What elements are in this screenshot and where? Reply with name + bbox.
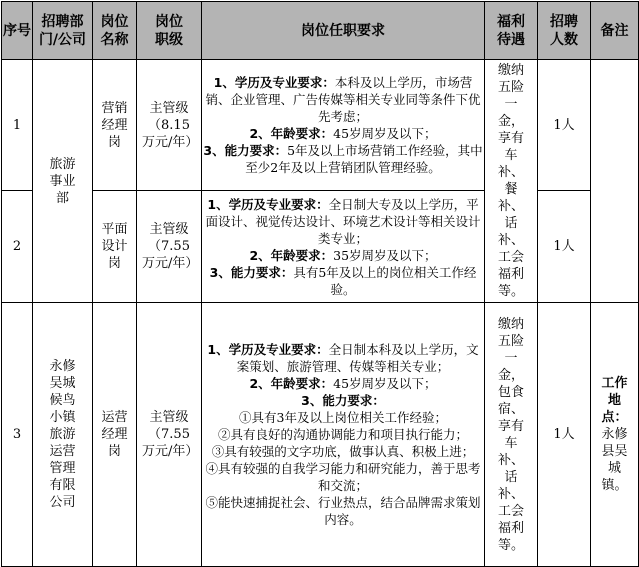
requirement-item: 2、年龄要求：45岁周岁及以下；	[249, 376, 437, 391]
dept-tourism: 旅游事业部	[33, 60, 93, 303]
row-job-title: 平面设计岗	[93, 191, 137, 303]
row-headcount: 1人	[538, 60, 591, 191]
requirement-item: 2、年龄要求：45岁周岁及以下；	[249, 126, 437, 141]
row-job-title: 运营经理岗	[93, 303, 137, 567]
dept-company: 永修吴城候鸟小镇旅游运营管理有限公司	[33, 303, 93, 567]
ability-item: ④具有较强的自我学习能力和研究能力，善于思考和交流；	[205, 461, 481, 493]
header-note: 备注	[591, 2, 639, 60]
recruitment-table	[1, 1, 639, 567]
table-row	[2, 303, 639, 567]
note-work-location	[591, 303, 639, 567]
header-title: 岗位名称	[93, 2, 137, 60]
row-job-level: 主管级（7.55万元/年）	[137, 191, 202, 303]
row-job-level: 主管级（7.55万元/年）	[137, 303, 202, 567]
ability-item: ③具有较强的文字功底，做事认真、积极上进；	[211, 444, 475, 459]
header-level: 岗位职级	[137, 2, 202, 60]
row-headcount: 1人	[538, 303, 591, 567]
requirement-item: 1、学历及专业要求：全日制本科及以上学历，文案策划、旅游管理、传媒等相关专业；	[207, 342, 479, 374]
row-headcount: 1人	[538, 191, 591, 303]
ability-item: ②具有良好的沟通协调能力和项目执行能力；	[217, 427, 468, 442]
table-row	[2, 60, 639, 191]
header-requirements: 岗位任职要求	[202, 2, 485, 60]
header-count: 招聘人数	[538, 2, 591, 60]
requirement-item: 1、学历及专业要求：本科及以上学历，市场营销、企业管理、广告传媒等相关专业同等条件下优先考虑；	[205, 75, 481, 124]
requirement-item: 3、能力要求：5年及以上市场营销工作经验，其中至少2年及以上营销团队管理经验。	[203, 143, 483, 175]
row-seq: 3	[2, 303, 33, 567]
requirement-item: 3、能力要求：具有5年及以上的岗位相关工作经验。	[209, 264, 477, 297]
row-job-title: 营销经理岗	[93, 60, 137, 191]
row-job-level: 主管级（8.15万元/年）	[137, 60, 202, 191]
benefits-tourism: 缴纳五险一金，享有车补、餐补、话补、工会福利等。	[485, 60, 538, 303]
table-row	[2, 191, 639, 303]
note-empty	[591, 60, 639, 303]
benefits-company: 缴纳五险一金，包食宿、享有车补、话补、工会福利等。	[485, 303, 538, 567]
row-seq: 1	[2, 60, 33, 191]
ability-item: ①具有3年及以上岗位相关工作经验；	[239, 410, 447, 425]
note-title: 工作地点：	[601, 376, 628, 425]
job-table-wrapper	[1, 1, 638, 566]
row-seq: 2	[2, 191, 33, 303]
header-dept: 招聘部门/公司	[33, 2, 93, 60]
header-row	[2, 2, 639, 60]
row-requirements	[202, 303, 485, 567]
header-benefits: 福利待遇	[485, 2, 538, 60]
requirement-item: 1、学历及专业要求：全日制大专及以上学历，平面设计、视觉传达设计、环境艺术设计等相关设计类专业；	[205, 196, 481, 246]
header-seq: 序号	[2, 2, 33, 60]
requirement-item: 3、能力要求：	[301, 393, 385, 408]
row-requirements	[202, 191, 485, 303]
ability-item: ⑤能快速捕捉社会、行业热点，结合品牌需求策划内容。	[205, 495, 481, 527]
requirement-item: 2、年龄要求：35岁周岁及以下；	[249, 247, 437, 263]
row-requirements	[202, 60, 485, 191]
note-body: 永修县吴城镇。	[601, 427, 628, 493]
